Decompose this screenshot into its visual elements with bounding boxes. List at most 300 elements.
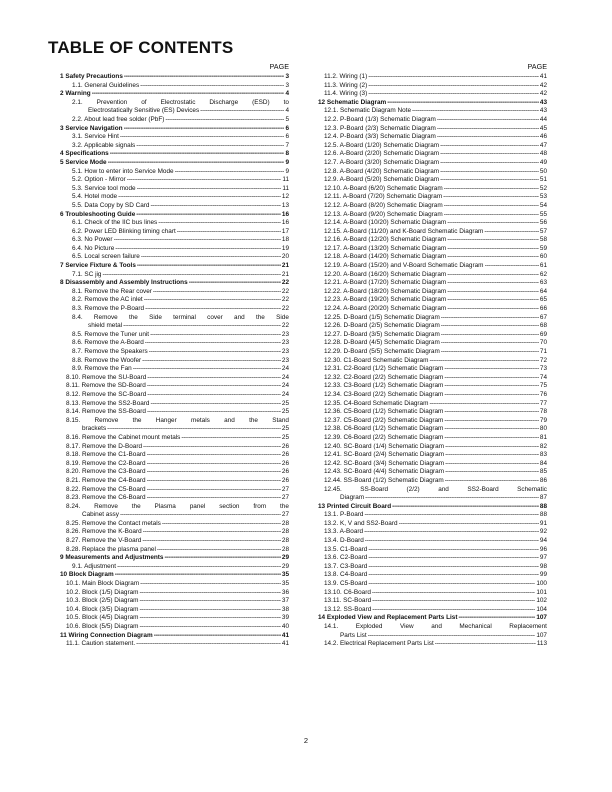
toc-entry-title: 10.4. Block (3/5) Diagram [66, 605, 139, 613]
toc-entry[interactable] [48, 271, 289, 280]
toc-entry-title: 13.6. C2-Board [324, 554, 368, 562]
toc-entry-title: 8.19. Remove the C2-Board [66, 459, 146, 467]
toc-entry[interactable] [48, 520, 289, 529]
dot-leader [445, 451, 539, 460]
toc-entry[interactable] [306, 520, 547, 529]
toc-entry-page: 43 [539, 107, 547, 115]
toc-entry-word: Remove [93, 313, 118, 321]
toc-entry-page: 41 [281, 631, 289, 639]
toc-entry[interactable] [306, 322, 547, 331]
toc-entry-title: 8.12. Remove the SC-Board [66, 390, 147, 398]
toc-entry[interactable] [48, 176, 289, 185]
toc-entry-line [66, 503, 289, 512]
toc-entry[interactable] [306, 168, 547, 177]
toc-entry-title: 13.11. SC-Board [324, 597, 372, 605]
toc-entry[interactable] [48, 400, 289, 409]
toc-entry[interactable] [306, 400, 547, 409]
toc-entry-title: 2.2. About lead free solder (PbF) [72, 115, 165, 123]
toc-entry-word: and [224, 416, 235, 424]
toc-entry-page: 71 [539, 348, 547, 355]
toc-entry-title: 7 Service Fixture & Tools [60, 262, 136, 270]
dot-leader [200, 107, 284, 116]
toc-entry[interactable] [48, 417, 289, 434]
dot-leader [153, 288, 281, 297]
toc-entry-title: 12.23. A-Board (19/20) Schematic Diagram [324, 296, 447, 304]
toc-entry[interactable] [306, 443, 547, 452]
toc-entry[interactable] [306, 116, 547, 125]
toc-entry-title: 14 Exploded View and Replacement Parts List [318, 614, 458, 622]
toc-entry[interactable] [306, 245, 547, 254]
toc-entry-page: 3 [285, 73, 289, 80]
toc-section[interactable] [48, 632, 289, 641]
toc-entry-title: 12.37. C5-Board (2/2) Schematic Diagram [324, 416, 444, 424]
toc-entry[interactable] [306, 417, 547, 426]
toc-entry-page: 102 [536, 597, 547, 605]
toc-entry[interactable] [48, 460, 289, 469]
toc-entry[interactable] [48, 193, 289, 202]
toc-entry[interactable] [48, 82, 289, 91]
toc-entry-title: 12.32. C2-Board (2/2) Schematic Diagram [324, 373, 444, 381]
page-number: 2 [303, 736, 309, 745]
toc-entry[interactable] [48, 314, 289, 331]
toc-entry[interactable] [48, 597, 289, 606]
toc-entry-title: 8.18. Remove the C1-Board [66, 451, 146, 459]
toc-entry[interactable] [306, 228, 547, 237]
dot-leader [368, 580, 535, 589]
toc-entry-continuation [72, 322, 289, 331]
dot-leader [445, 443, 539, 452]
toc-entry[interactable] [48, 468, 289, 477]
dot-leader [444, 202, 539, 211]
dot-leader [150, 202, 280, 211]
toc-entry-page: 81 [539, 433, 547, 441]
toc-entry-page: 26 [281, 459, 289, 467]
toc-section[interactable] [48, 571, 289, 580]
toc-entry-title: 13.10. C6-Board [324, 588, 371, 596]
toc-entry[interactable] [48, 331, 289, 340]
toc-entry-page: 75 [539, 382, 547, 390]
toc-entry-page: 25 [281, 408, 289, 416]
toc-entry-page: 78 [539, 408, 547, 416]
toc-entry-page: 29 [281, 554, 289, 562]
toc-entry-word: Schematic [517, 485, 547, 493]
toc-entry[interactable] [306, 262, 547, 271]
toc-entry[interactable] [306, 537, 547, 546]
toc-entry[interactable] [48, 116, 289, 125]
toc-entry-title: 8.9. Remove the Fan [72, 365, 132, 373]
dot-leader [443, 193, 539, 202]
dot-leader [137, 262, 281, 271]
toc-entry[interactable] [48, 640, 289, 649]
toc-entry[interactable] [306, 546, 547, 555]
toc-section[interactable] [48, 73, 289, 82]
toc-entry-title: 3.1. Service Hint [72, 133, 119, 141]
toc-entry[interactable] [306, 331, 547, 340]
toc-entry-page: 13 [281, 201, 289, 209]
toc-entry[interactable] [48, 219, 289, 228]
dot-leader [118, 193, 281, 202]
dot-leader [154, 632, 281, 641]
toc-entry-title: 8.16. Remove the Cabinet mount metals [66, 433, 181, 441]
toc-entry-page: 48 [539, 150, 547, 158]
toc-entry-title: 12.29. D-Board (5/5) Schematic Diagram [324, 348, 440, 355]
toc-entry-page: 22 [281, 322, 289, 330]
toc-entry[interactable] [306, 589, 547, 598]
toc-entry-page: 40 [281, 623, 289, 630]
toc-entry-page: 99 [539, 571, 547, 579]
toc-entry-title: 8.6. Remove the A-Board [72, 339, 144, 347]
toc-entry[interactable] [306, 382, 547, 391]
toc-entry-page: 6 [285, 133, 289, 141]
dot-leader [399, 520, 539, 529]
toc-entry-page: 24 [281, 373, 289, 381]
toc-entry-title: 8.17. Remove the D-Board [66, 442, 143, 450]
toc-entry-page: 25 [281, 433, 289, 441]
toc-entry[interactable] [306, 202, 547, 211]
toc-entry[interactable] [306, 477, 547, 486]
dot-leader [440, 176, 539, 185]
toc-section[interactable] [306, 614, 547, 623]
toc-entry-word: Side [276, 313, 289, 321]
toc-entry-page: 17 [281, 227, 289, 235]
toc-entry[interactable] [48, 451, 289, 460]
toc-entry-title: 12.16. A-Board (12/20) Schematic Diagram [324, 236, 447, 244]
toc-entry-title: 12 Schematic Diagram [318, 98, 387, 106]
dot-leader [92, 90, 285, 99]
toc-entry[interactable] [48, 623, 289, 632]
toc-entry-page: 50 [539, 167, 547, 175]
toc-entry[interactable] [48, 589, 289, 598]
toc-section[interactable] [48, 159, 289, 168]
toc-entry-page: 59 [539, 244, 547, 252]
dot-leader [139, 606, 280, 615]
toc-entry-title: 8.28. Replace the plasma panel [66, 545, 156, 553]
toc-entry[interactable] [48, 288, 289, 297]
toc-entry-title: 12.31. C2-Board (1/2) Schematic Diagram [324, 365, 444, 373]
toc-entry-title: 6 Troubleshooting Guide [60, 210, 136, 218]
toc-entry-page: 20 [281, 253, 289, 261]
toc-entry-page: 72 [539, 356, 547, 364]
toc-entry-title: 10.6. Block (5/5) Diagram [66, 623, 139, 630]
dot-leader [115, 571, 281, 580]
toc-entry-word: Replacement [509, 623, 547, 630]
dot-leader [441, 339, 539, 348]
toc-entry[interactable] [48, 563, 289, 572]
toc-entry[interactable] [306, 554, 547, 563]
toc-entry-page: 45 [539, 124, 547, 132]
toc-entry-title: 12.21. A-Board (17/20) Schematic Diagram [324, 279, 447, 287]
dot-leader [143, 528, 281, 537]
toc-entry-title: 13.7. C3-Board [324, 562, 368, 570]
toc-entry-word: Electrostatic [160, 98, 196, 106]
dot-leader [136, 211, 281, 220]
toc-entry[interactable] [306, 150, 547, 159]
toc-entry[interactable] [306, 606, 547, 615]
toc-entry-title: 5 Service Mode [60, 158, 107, 166]
toc-entry-page: 9 [285, 158, 289, 166]
toc-entry[interactable] [306, 468, 547, 477]
toc-section[interactable] [48, 90, 289, 99]
toc-entry[interactable] [306, 236, 547, 245]
toc-entry-page: 42 [539, 90, 547, 98]
dot-leader [142, 537, 281, 546]
toc-entry-title: 12.11. A-Board (7/20) Schematic Diagram [324, 193, 443, 201]
toc-entry[interactable] [48, 374, 289, 383]
toc-entry[interactable] [48, 537, 289, 546]
toc-entry[interactable] [306, 288, 547, 297]
toc-entry[interactable] [306, 125, 547, 134]
toc-entry[interactable] [306, 279, 547, 288]
toc-entry[interactable] [306, 271, 547, 280]
toc-entry[interactable] [306, 451, 547, 460]
dot-leader [124, 73, 285, 82]
toc-entry[interactable] [306, 623, 547, 640]
toc-entry-title: 12.20. A-Board (16/20) Schematic Diagram [324, 270, 447, 278]
toc-entry-page: 42 [539, 81, 547, 89]
toc-entry[interactable] [306, 133, 547, 142]
toc-section[interactable] [48, 125, 289, 134]
toc-entry[interactable] [306, 296, 547, 305]
toc-entry[interactable] [306, 365, 547, 374]
toc-entry[interactable] [306, 305, 547, 314]
toc-entry-page: 101 [536, 588, 547, 596]
toc-entry[interactable] [306, 159, 547, 168]
dot-leader [440, 168, 539, 177]
toc-entry-title: Diagram [340, 494, 365, 502]
toc-entry[interactable] [48, 245, 289, 254]
toc-entry-title: Electrostatically Sensitive (ES) Devices [88, 107, 200, 115]
toc-entry[interactable] [48, 168, 289, 177]
toc-entry[interactable] [306, 563, 547, 572]
toc-entry-title: 12.27. D-Board (3/5) Schematic Diagram [324, 330, 440, 338]
toc-entry[interactable] [48, 365, 289, 374]
toc-entry[interactable] [48, 486, 289, 495]
toc-entry[interactable] [48, 185, 289, 194]
dot-leader [441, 348, 539, 357]
toc-entry-title: 8.23. Remove the C6-Board [66, 494, 146, 502]
toc-entry[interactable] [306, 434, 547, 443]
toc-entry[interactable] [306, 314, 547, 323]
dot-leader [165, 116, 284, 125]
dot-leader [437, 116, 539, 125]
toc-entry[interactable] [306, 460, 547, 469]
toc-entry-page: 39 [281, 614, 289, 622]
dot-leader [137, 185, 282, 194]
toc-entry[interactable] [306, 348, 547, 357]
dot-leader [140, 82, 284, 91]
toc-entry[interactable] [306, 357, 547, 366]
toc-entry[interactable] [306, 176, 547, 185]
toc-entry-page: 77 [539, 399, 547, 407]
toc-entry-title: 6.3. No Power [72, 236, 113, 244]
toc-entry-title: 13.4. D-Board [324, 537, 364, 545]
dot-leader [368, 571, 539, 580]
toc-entry-page: 27 [281, 511, 289, 519]
toc-entry[interactable] [48, 382, 289, 391]
toc-entry[interactable] [306, 408, 547, 417]
toc-entry-word: Prevention [96, 98, 128, 106]
toc-entry-page: 107 [536, 614, 547, 622]
toc-entry-title: 8.2. Remove the AC inlet [72, 296, 143, 304]
toc-entry-title: 12.36. C5-Board (1/2) Schematic Diagram [324, 408, 444, 416]
toc-entry[interactable] [306, 374, 547, 383]
dot-leader [412, 107, 539, 116]
toc-entry[interactable] [48, 580, 289, 589]
toc-entry-word: Exploded [355, 623, 383, 630]
toc-entry-page: 51 [539, 176, 547, 184]
toc-entry[interactable] [306, 185, 547, 194]
toc-entry-page: 83 [539, 451, 547, 459]
toc-entry-page: 24 [281, 382, 289, 390]
toc-section[interactable] [48, 150, 289, 159]
toc-entry[interactable] [48, 236, 289, 245]
toc-entry-title: brackets [82, 425, 107, 433]
dot-leader [147, 468, 281, 477]
toc-entry[interactable] [306, 425, 547, 434]
toc-entry[interactable] [48, 339, 289, 348]
toc-entry-page: 9 [285, 167, 289, 175]
dot-leader [120, 133, 285, 142]
toc-entry[interactable] [306, 339, 547, 348]
toc-entry-page: 87 [539, 494, 547, 502]
toc-entry[interactable] [306, 597, 547, 606]
toc-entry-title: 12.30. C1-Board Schematic Diagram [324, 356, 429, 364]
toc-entry-page: 26 [281, 468, 289, 476]
toc-entry[interactable] [48, 296, 289, 305]
toc-entry[interactable] [306, 211, 547, 220]
toc-entry-line [72, 99, 289, 108]
toc-section[interactable] [48, 262, 289, 271]
toc-entry[interactable] [48, 503, 289, 520]
toc-entry-page: 53 [539, 193, 547, 201]
toc-entry-page: 28 [281, 545, 289, 553]
toc-entry-title: Cabinet assy [82, 511, 119, 519]
toc-entry[interactable] [48, 202, 289, 211]
toc-entry[interactable] [306, 528, 547, 537]
toc-entry[interactable] [306, 82, 547, 91]
toc-entry[interactable] [306, 571, 547, 580]
toc-entry[interactable] [48, 528, 289, 537]
toc-entry-page: 52 [539, 184, 547, 192]
toc-entry[interactable] [48, 477, 289, 486]
toc-entry[interactable] [48, 494, 289, 503]
toc-entry[interactable] [48, 253, 289, 262]
toc-entry-title: 8.11. Remove the SD-Board [66, 382, 146, 390]
toc-entry-page: 80 [539, 425, 547, 433]
toc-entry-page: 36 [281, 588, 289, 596]
toc-entry-title: 1.1. General Guidelines [72, 81, 140, 89]
toc-entry[interactable] [306, 73, 547, 82]
toc-entry-title: 10.2. Block (1/5) Diagram [66, 588, 139, 596]
toc-entry-title: 12.38. C6-Board (1/2) Schematic Diagram [324, 425, 444, 433]
toc-entry[interactable] [48, 142, 289, 151]
toc-entry-title: 12.40. SC-Board (1/4) Schematic Diagram [324, 442, 445, 450]
toc-entry[interactable] [48, 305, 289, 314]
toc-entry[interactable] [48, 546, 289, 555]
toc-entry-title: 12.34. C3-Board (2/2) Schematic Diagram [324, 390, 444, 398]
dot-leader [150, 331, 281, 340]
toc-entry[interactable] [48, 228, 289, 237]
toc-entry[interactable] [48, 133, 289, 142]
toc-entry[interactable] [48, 614, 289, 623]
toc-entry[interactable] [306, 580, 547, 589]
toc-entry[interactable] [306, 107, 547, 116]
toc-entry-page: 104 [536, 605, 547, 613]
toc-entry-page: 43 [539, 98, 547, 106]
dot-leader [372, 606, 535, 615]
toc-entry-title: 3 Service Navigation [60, 124, 123, 132]
toc-section[interactable] [306, 503, 547, 512]
toc-entry-title: 4 Specifications [60, 150, 109, 158]
toc-entry-page: 49 [539, 158, 547, 166]
dot-leader [139, 597, 280, 606]
toc-entry-page: 19 [281, 244, 289, 252]
toc-entry[interactable] [306, 253, 547, 262]
toc-entry-page: 16 [281, 210, 289, 218]
toc-entry-page: 26 [281, 451, 289, 459]
toc-entry[interactable] [306, 486, 547, 503]
toc-entry[interactable] [48, 357, 289, 366]
toc-section[interactable] [48, 554, 289, 563]
toc-entry-page: 68 [539, 322, 547, 330]
toc-entry-title: 12.24. A-Board (20/20) Schematic Diagram [324, 305, 447, 313]
toc-entry[interactable] [306, 142, 547, 151]
toc-entry[interactable] [48, 434, 289, 443]
toc-entry-word: the [128, 313, 138, 321]
toc-entry[interactable] [306, 219, 547, 228]
toc-entry-page: 6 [285, 124, 289, 132]
toc-entry[interactable] [48, 443, 289, 452]
toc-entry-page: 67 [539, 313, 547, 321]
toc-entry[interactable] [48, 99, 289, 116]
toc-entry-page: 97 [539, 554, 547, 562]
toc-entry-title: 8.22. Remove the C5-Board [66, 485, 146, 493]
toc-entry-number: 12.45. [324, 485, 342, 493]
dot-leader [368, 554, 539, 563]
toc-entry-title: 12.42. SC-Board (3/4) Schematic Diagram [324, 459, 445, 467]
toc-entry-page: 11 [282, 184, 289, 192]
toc-entry[interactable] [306, 640, 547, 649]
toc-section[interactable] [48, 211, 289, 220]
dot-leader [444, 417, 539, 426]
toc-entry-word: metals [191, 416, 210, 424]
toc-entry-title: 8 Disassembly and Assembly Instructions [60, 279, 188, 287]
toc-entry[interactable] [48, 606, 289, 615]
toc-entry[interactable] [48, 391, 289, 400]
toc-entry-word: from [253, 502, 267, 510]
dot-leader [458, 614, 535, 623]
dot-leader [364, 528, 539, 537]
toc-entry-page: 54 [539, 201, 547, 209]
toc-entry-page: 46 [539, 133, 547, 141]
page-column-header: PAGE [269, 62, 289, 71]
toc-entry[interactable] [306, 391, 547, 400]
toc-section[interactable] [48, 279, 289, 288]
toc-entry-word: Remove [94, 416, 119, 424]
dot-leader [147, 382, 281, 391]
dot-leader [429, 400, 538, 409]
toc-entry-title: 12.35. C4-Board Schematic Diagram [324, 399, 429, 407]
toc-entry[interactable] [306, 193, 547, 202]
toc-section[interactable] [306, 99, 547, 108]
toc-entry-page: 55 [539, 210, 547, 218]
toc-entry[interactable] [306, 511, 547, 520]
toc-entry[interactable] [306, 90, 547, 99]
toc-entry[interactable] [48, 348, 289, 357]
toc-entry[interactable] [48, 408, 289, 417]
dot-leader [368, 82, 539, 91]
dot-leader [437, 133, 539, 142]
